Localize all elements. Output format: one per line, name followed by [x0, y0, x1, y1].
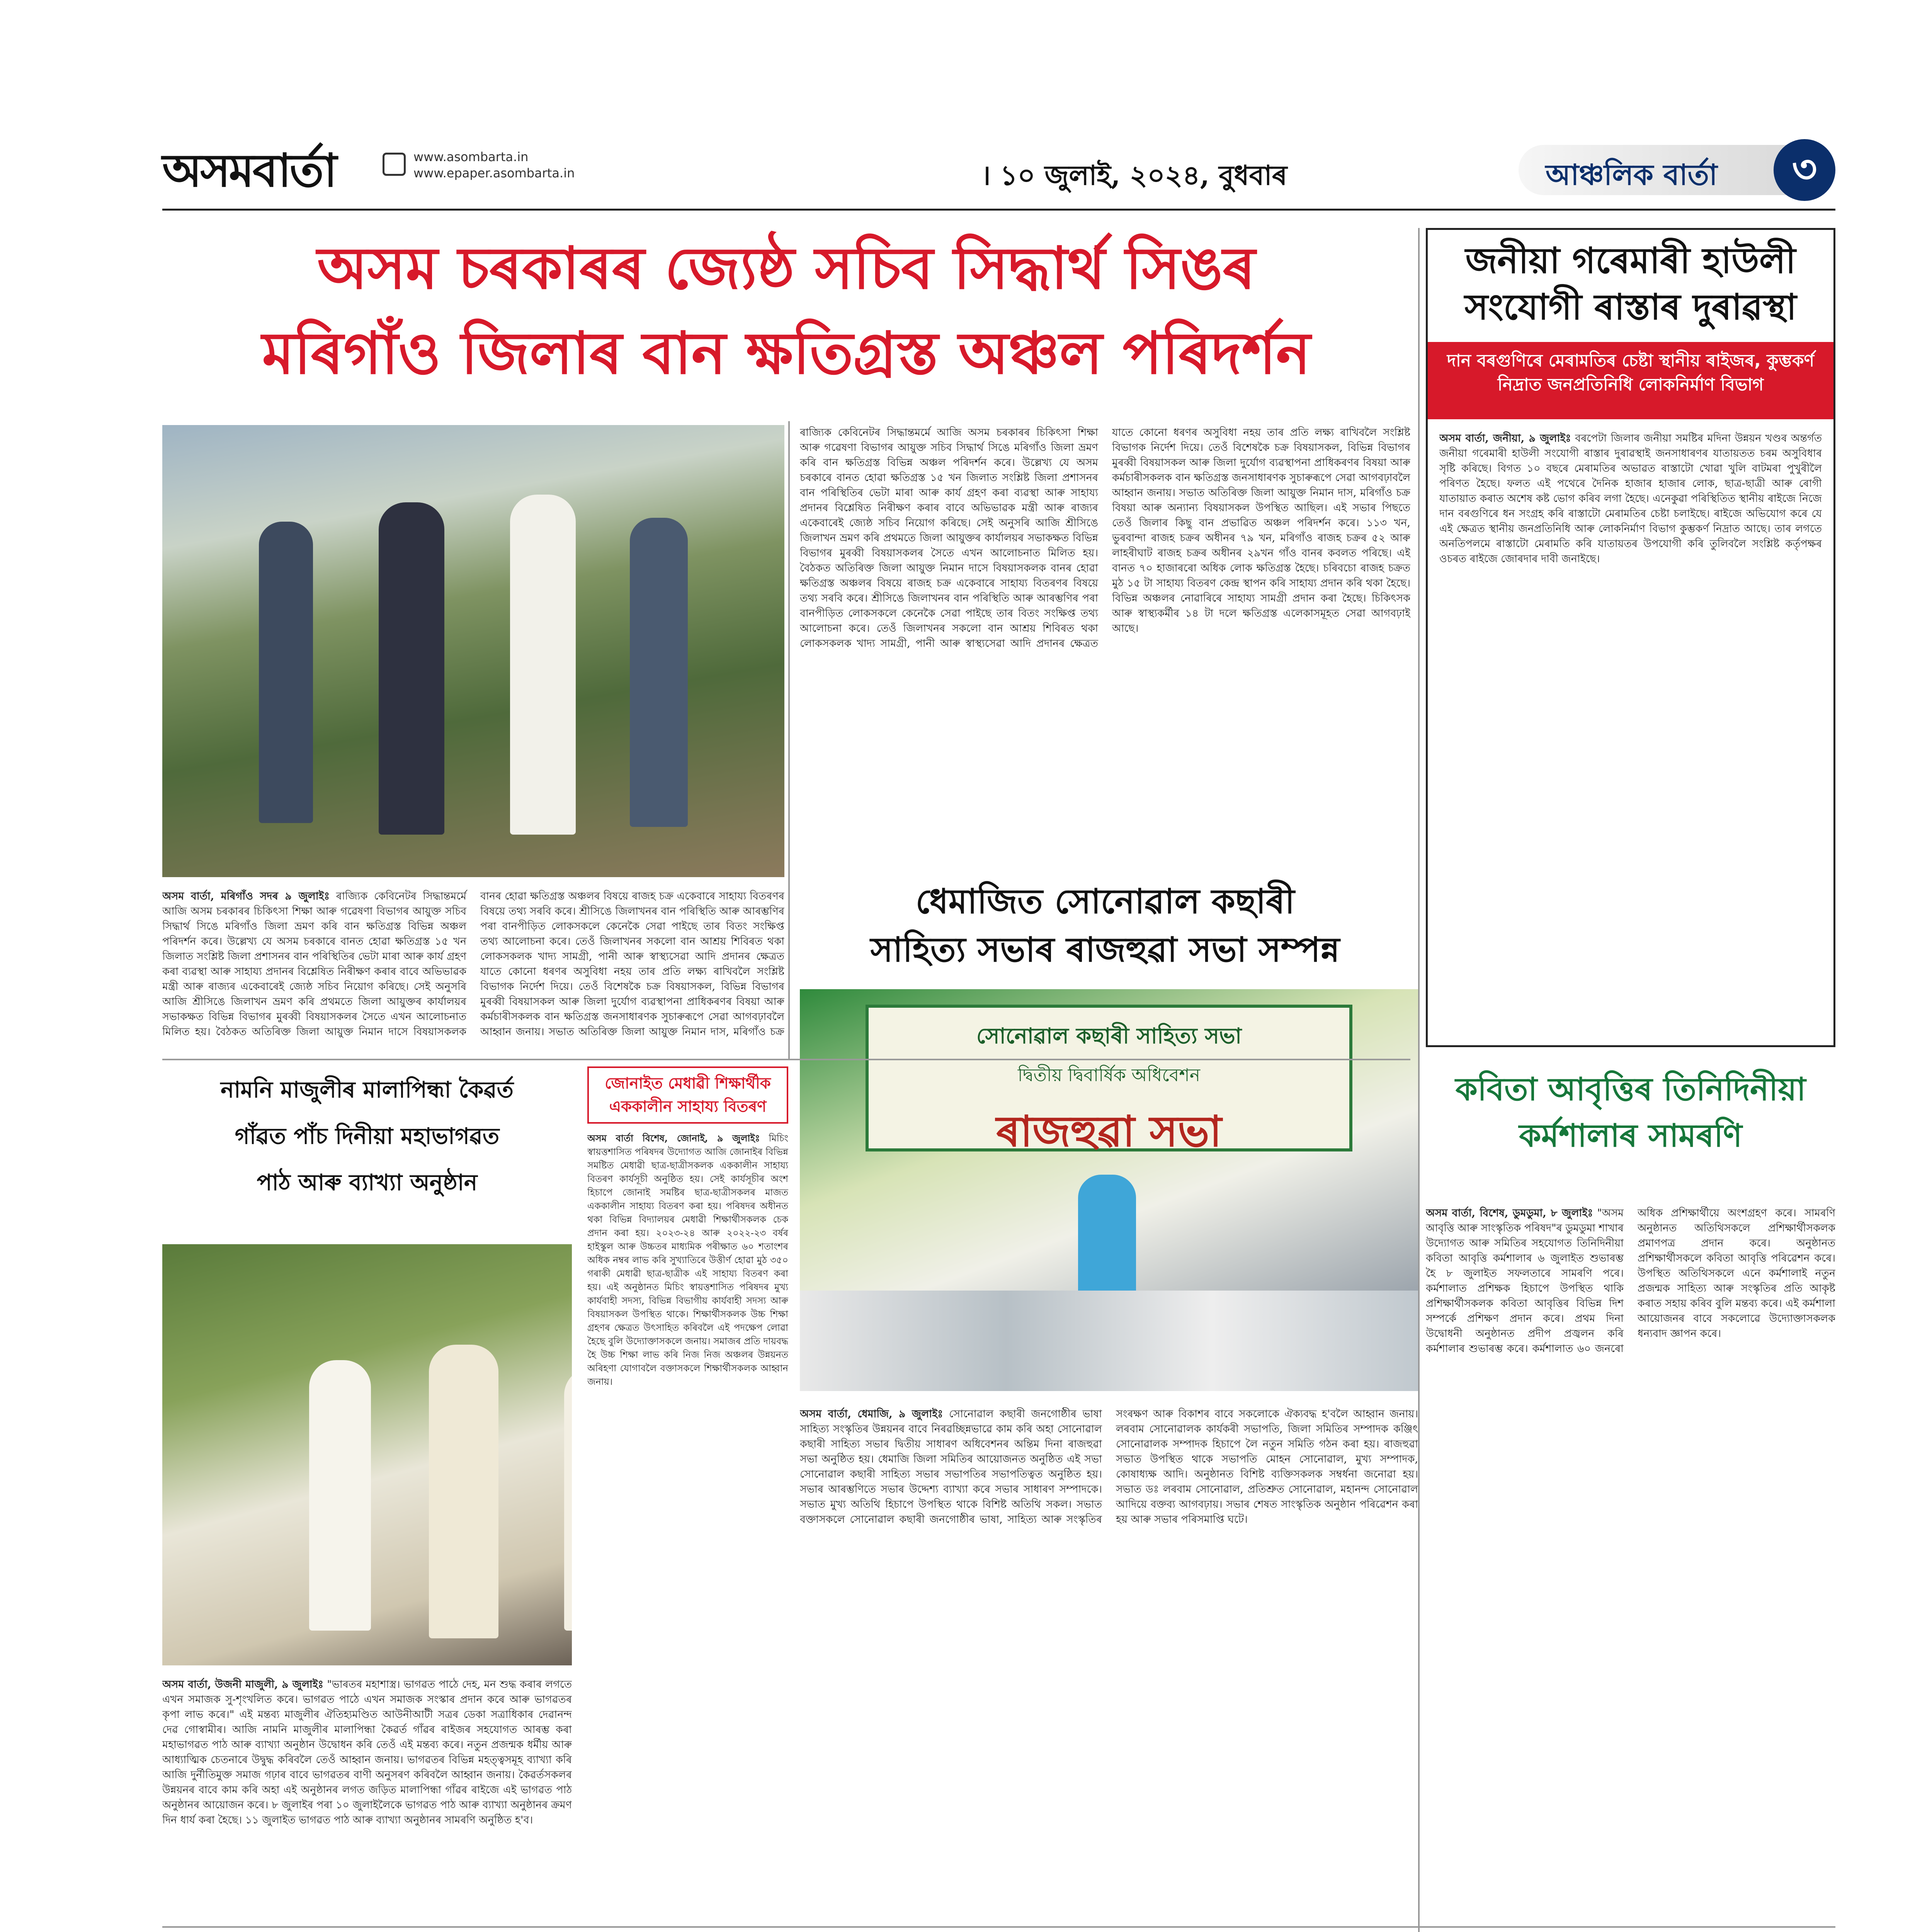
- jonai-headline-line2: এককালীন সাহায্য বিতৰণ: [609, 1098, 767, 1116]
- photo-audience-row: [800, 1291, 1418, 1391]
- dhemaji-banner-line1: সোনোৱাল কছাৰী সাহিত্য সভা: [976, 1024, 1242, 1049]
- kobita-headline-line2: কৰ্মশালাৰ সামৰণি: [1519, 1117, 1742, 1154]
- photo-figure: [379, 502, 444, 835]
- photo-figure: [309, 1360, 371, 1631]
- dhemaji-text-a: সোনোৱাল কছাৰী জনগোষ্ঠীৰ ভাষা সাহিত্য সংস্কৃতিৰ উন্নয়নৰ বাবে নিৰৱচ্ছিন্নভাৱে কাম কৰি অহা সোনোৱাল কছাৰী সাহিত্য সভাৰ দ্বিতীয় সাধাৰণ অধিবেশনৰ অন্তিম দিনা ৰাজহুৱা সভা অনুষ্ঠিত হয়। ধেমাজি জিলা সমিতিৰ আয়োজনত অনুষ্ঠিত এই সভা সোনোৱাল কছাৰী সাহিত্য সভাৰ সভাপতিৰ সভাপতিত্বত অনুষ্ঠিত হয়। সভাৰ আৰম্ভণিতে সভাৰ উদ্দেশ্য ব্যাখ্যা কৰে সভাৰ সাধাৰণ সম্পাদকে। সভাত মুখ্য অতিথি হিচাপে উপস্থিত থাকে বিশিষ্ট অতিথি সকল। সভাত বক্তাসকলে সোনোৱাল কছাৰী জনগোষ্ঠীৰ ভাষা, সাহিত্য আৰু সংস্কৃতিৰ সংৰক্ষণ আৰু বিকাশৰ বাবে সকলোকে ঐক্যবদ্ধ হ'বলৈ আহ্বান জনায়।: [800, 1408, 1418, 1526]
- main-headline-line2: মৰিগাঁও জিলাৰ বান ক্ষতিগ্ৰস্ত অঞ্চল পৰিদৰ্শন: [262, 320, 1311, 387]
- kobita-dateline: অসম বাৰ্তা, বিশেষ, ডুমডুমা, ৮ জুলাইঃ: [1426, 1207, 1593, 1219]
- section-title: আঞ্চলিক বাৰ্তা: [1546, 158, 1718, 192]
- jania-subhead: দান বৰগুণিৰে মেৰামতিৰ চেষ্টা স্থানীয় ৰাইজৰ, কুম্ভকৰ্ণ নিদ্ৰাত জনপ্ৰতিনিধি লোকনিৰ্মাণ বিভাগ: [1447, 351, 1815, 395]
- dhemaji-banner: [866, 1005, 1352, 1156]
- jonai-text: মিচিং স্বায়ত্তশাসিত পৰিষদৰ উদ্যোগত আজি জোনাইৰ বিভিন্ন সমষ্টিত মেধাৱী ছাত্ৰ-ছাত্ৰীসকলক এককালীন সাহায্য বিতৰণ কাৰ্যসূচী অনুষ্ঠিত হয়। সেই কাৰ্যসূচীৰ অংশ হিচাপে জোনাই সমষ্টিৰ ছাত্ৰ-ছাত্ৰীসকলৰ মাজত এককালীন সাহায্য বিতৰণ কৰা হয়। পৰিষদৰ অধীনত থকা বিভিন্ন বিদ্যালয়ৰ মেধাৱী শিক্ষাৰ্থীসকলক চেক প্ৰদান কৰা হয়। ২০২৩-২৪ আৰু ২০২২-২৩ বৰ্ষৰ হাইস্কুল আৰু উচ্চতৰ মাধ্যমিক পৰীক্ষাত ৬০ শতাংশৰ অধিক নম্বৰ লাভ কৰি সুখ্যাতিৰে উত্তীৰ্ণ হোৱা মুঠ ৩৫০ গৰাকী মেধাৱী ছাত্ৰ-ছাত্ৰীক এই সাহায্য বিতৰণ কৰা হয়। এই অনুষ্ঠানত মিচিং স্বায়ত্তশাসিত পৰিষদৰ মুখ্য কাৰ্যবাহী সদস্য, বিভিন্ন বিভাগীয় কাৰ্যবাহী সদস্য আৰু বিষয়াসকল উপস্থিত থাকে। শিক্ষাৰ্থীসকলক উচ্চ শিক্ষা গ্ৰহণৰ ক্ষেত্ৰত উৎসাহিত কৰিবলৈ এই পদক্ষেপ লোৱা হৈছে বুলি উদ্যোক্তাসকলে জনায়। সমাজৰ প্ৰতি দায়বদ্ধ হৈ উচ্চ শিক্ষা লাভ কৰি নিজ নিজ অঞ্চলৰ উন্নয়নত অৰিহণা যোগাবলৈ বক্তাসকলে শিক্ষাৰ্থীসকলক আহ্বান জনায়।: [587, 1133, 788, 1387]
- masthead: [0, 0, 1932, 216]
- photo-figure: [259, 522, 313, 823]
- barhampur-title: [587, 1928, 1410, 1932]
- namoni-body: [162, 1677, 572, 1920]
- divider: [1418, 228, 1420, 1932]
- main-headline-line1: অসম চৰকাৰৰ জ্যেষ্ঠ সচিব সিদ্ধাৰ্থ সিঙৰ: [317, 235, 1255, 302]
- jania-headline: জনীয়া গৰেমাৰী হাউলী সংযোগী ৰাস্তাৰ দুৰাৱস্থা: [1464, 240, 1797, 328]
- globe-icon: [383, 153, 406, 176]
- divider: [788, 421, 790, 1059]
- dhemaji-photo: [800, 989, 1418, 1391]
- barhampur-headline: [587, 1928, 1410, 1932]
- main-story-body-bottom: [162, 889, 784, 1051]
- dhemaji-banner-line3: ৰাজহুৱা সভা: [996, 1107, 1222, 1156]
- website-url[interactable]: www.asombarta.in: [413, 150, 529, 164]
- dhemaji-headline-line2: সাহিত্য সভাৰ ৰাজহুৱা সভা সম্পন্ন: [870, 930, 1340, 969]
- main-story-photo: [162, 425, 784, 877]
- main-story-dateline: অসম বাৰ্তা, মৰিগাঁও সদৰ ৯ জুলাইঃ: [162, 890, 330, 902]
- kobita-text: "অসম আবৃত্তি আৰু সাংস্কৃতিক পৰিষদ"ৰ ডুমডুমা শাখাৰ উদ্যোগত আৰু সমিতিৰ সহযোগত তিনিদিনীয়া কবিতা আবৃত্তি কৰ্মশালাৰ ৬ জুলাইত শুভাৰম্ভ হৈ ৮ জুলাইত সফলতাৰে সামৰণি পৰে। কৰ্মশালাত প্ৰশিক্ষক হিচাপে উপস্থিত থাকি প্ৰশিক্ষাৰ্থীসকলক কবিতা আবৃত্তিৰ বিভিন্ন দিশ সম্পৰ্কে প্ৰশিক্ষণ প্ৰদান কৰে। প্ৰথম দিনা উদ্বোধনী অনুষ্ঠানত প্ৰদীপ প্ৰজ্বলন কৰি কৰ্মশালাৰ শুভাৰম্ভ কৰে। কৰ্মশালাত ৬০ জনৰো অধিক প্ৰশিক্ষাৰ্থীয়ে অংশগ্ৰহণ কৰে। সামৰণি অনুষ্ঠানত অতিথিসকলে প্ৰশিক্ষাৰ্থীসকলক প্ৰমাণপত্ৰ প্ৰদান কৰে। অনুষ্ঠানত প্ৰশিক্ষাৰ্থীসকলে কবিতা আবৃত্তি পৰিৱেশন কৰে। উপস্থিত অতিথিসকলে এনে কৰ্মশালাই নতুন প্ৰজন্মক সাহিত্য আৰু সংস্কৃতিৰ প্ৰতি আকৃষ্ট কৰাত সহায় কৰিব বুলি মন্তব্য কৰে। এই কৰ্মশালা আয়োজনৰ বাবে সকলোৱে উদ্যোক্তাসকলক ধন্যবাদ জ্ঞাপন কৰে।: [1426, 1207, 1835, 1355]
- dhemaji-body: [800, 1406, 1418, 1920]
- main-story-headline: [162, 228, 1410, 413]
- dhemaji-headline-line1: ধেমাজিত সোনোৱাল কছাৰী: [915, 881, 1295, 921]
- masthead-logo: [162, 135, 379, 197]
- epaper-url[interactable]: www.epaper.asombarta.in: [413, 166, 575, 180]
- jonai-headline-box: [587, 1066, 788, 1124]
- kobita-headline: [1426, 1066, 1835, 1194]
- namoni-text: "ভাৰতৰ মহাশাস্ত্ৰ। ভাগৱত পাঠে দেহ, মন শুদ্ধ কৰাৰ লগতে এখন সমাজক সু-শৃংখলিত কৰে। ভাগৱত পাঠে এখন সমাজক সংস্কাৰ প্ৰদান কৰে আৰু ভাগৱতৰ কৃপা লাভ কৰে।" এই মন্তব্য মাজুলীৰ ঐতিহ্যমণ্ডিত আউনীআটী সত্ৰৰ ডেকা সত্ৰাধিকাৰ দেৱানন্দ দেৱ গোস্বামীৰ। আজি নামনি মাজুলীৰ মালাপিন্ধা কৈৱৰ্ত গাঁৱৰ ৰাইজৰ সহযোগত আৰম্ভ কৰা মহাভাগৱত পাঠ আৰু ব্যাখ্যা অনুষ্ঠান উদ্বোধন কৰি তেওঁ এই মন্তব্য কৰে। নতুন প্ৰজন্মক ধৰ্মীয় আৰু আধ্যাত্মিক চেতনাৰে উদ্বুদ্ধ কৰিবলৈ তেওঁ আহ্বান জনায়। ভাগৱতৰ বিভিন্ন মহত্ত্বসমূহ ব্যাখ্যা কৰি আজি দুৰ্নীতিমুক্ত সমাজ গঢ়াৰ বাবে ভাগৱতৰ বাণী অনুসৰণ কৰিবলৈ আহ্বান জনায়। কৈৱৰ্তসকলৰ উন্নয়নৰ বাবে কাম কৰি অহা এই অনুষ্ঠানৰ লগত জড়িত মালাপিন্ধা গাঁৱৰ ৰাইজে এই ভাগৱত পাঠ অনুষ্ঠানৰ আয়োজন কৰে। ৮ জুলাইৰ পৰা ১০ জুলাইলৈকে ভাগৱত পাঠ আৰু ব্যাখ্যা অনুষ্ঠানৰ ক্ৰমণ দিন ধাৰ্য কৰা হৈছে। ১১ জুলাইত ভাগৱত পাঠ আৰু ব্যাখ্যা অনুষ্ঠানৰ সামৰণি অনুষ্ঠিত হ'ব।: [162, 1679, 572, 1826]
- jania-dateline: অসম বাৰ্তা, জনীয়া, ৯ জুলাইঃ: [1439, 432, 1571, 444]
- page-number: ৩: [1792, 146, 1817, 192]
- kobita-headline-line1: কবিতা আবৃত্তিৰ তিনিদিনীয়া: [1455, 1071, 1806, 1108]
- masthead-divider: [162, 209, 1835, 211]
- main-story-text-b: ১১৩ খন, ভুৰবান্দা ৰাজহ চক্ৰৰ অধীনৰ ৭৯ খন, মৰিগাঁও ৰাজহ চক্ৰৰ ৫২ আৰু লাহৰীঘাট ৰাজহ চক্ৰৰ অধীনৰ ২৯খন গাঁও বানৰ কবলত পৰিছে। এই বানত ৭০ হাজাৰৰো অধিক লোক ক্ষতিগ্ৰস্ত হৈছে। চৰিবচো ৰাজহ চক্ৰত মুঠ ১৫ টা সাহায্য বিতৰণ কেন্দ্ৰ স্থাপন কৰি সাহায্য প্ৰদান কৰি থকা হৈছে। বিভিন্ন অঞ্চলৰ নোৱাৰিৰে সাহায্য সামগ্ৰী প্ৰদান কৰা হৈছে। চিকিৎসক আৰু স্বাস্থ্যকৰ্মীৰ ১৪ টা দলে ক্ষতিগ্ৰস্ত এলেকাসমূহত সেৱা আগবঢ়াই আছে।: [1112, 517, 1410, 634]
- namoni-headline-line3: পাঠ আৰু ব্যাখ্যা অনুষ্ঠান: [257, 1169, 478, 1196]
- photo-figure: [510, 495, 576, 835]
- kobita-body: [1426, 1206, 1835, 1920]
- namoni-photo: [162, 1244, 572, 1665]
- jonai-body: [587, 1131, 788, 1912]
- jania-subhead-bar: [1428, 342, 1833, 419]
- masthead-date: । ১০ জুলাই, ২০২৪, বুধবাৰ: [981, 159, 1287, 191]
- namoni-headline-line1: নামনি মাজুলীৰ মালাপিন্ধা কৈৱৰ্ত: [220, 1077, 514, 1103]
- jonai-headline-line1: জোনাইত মেধাৱী শিক্ষাৰ্থীক: [605, 1075, 771, 1092]
- divider: [162, 1926, 1835, 1928]
- photo-figure: [630, 518, 688, 827]
- logo-text: অসমবাৰ্তা: [162, 143, 336, 197]
- dhemaji-headline: [800, 877, 1410, 981]
- photo-figure: [429, 1345, 498, 1638]
- section-banner: [1519, 145, 1812, 195]
- dhemaji-text-b: লৰবাম সোনোৱালক কাৰ্যকৰী সভাপতি, জিলা সমিতিৰ সম্পাদক কঞ্জিৎ সোনোৱালক সম্পাদক হিচাপে লৈ নতুন সমিতি গঠন কৰা হয়। ৰাজহুৱা সভাত উপস্থিত থাকে সভাপতি মোহন সোনোৱাল, মুখ্য সম্পাদক, কোষাধ্যক্ষ আদি। অনুষ্ঠানত বিশিষ্ট ব্যক্তিসকলক সম্বৰ্ধনা জনোৱা হয়। সভাত ডঃ লৰবাম সোনোৱাল, প্ৰতিশ্ৰুত সোনোৱাল, মহানন্দ সোনোৱাল আদিয়ে বক্তব্য আগবঢ়ায়। সভাৰ শেষত সাংস্কৃতিক অনুষ্ঠান পৰিৱেশন কৰা হয় আৰু সভাৰ পৰিসমাপ্তি ঘটে।: [1116, 1423, 1418, 1526]
- dhemaji-banner-line2: দ্বিতীয় দ্বিবাৰ্ষিক অধিবেশন: [1017, 1065, 1201, 1085]
- jania-story-box: [1426, 228, 1835, 1047]
- main-story-text-a: ৰাজ্যিক কেবিনেটৰ সিদ্ধান্তমৰ্মে আজি অসম চৰকাৰৰ চিকিৎসা শিক্ষা আৰু গৱেষণা বিভাগৰ আয়ুক্ত সচিব সিদ্ধাৰ্থ সিঙে মৰিগাঁও জিলা ভ্ৰমণ কৰি বান ক্ষতিগ্ৰস্ত বিভিন্ন অঞ্চল পৰিদৰ্শন কৰে। উল্লেখ্য যে অসম চৰকাৰে বানত হোৱা ক্ষতিগ্ৰস্ত ১৫ খন জিলাত সংশ্লিষ্ট জিলা প্ৰশাসনৰ বান পৰিস্থিতিৰ ভেটা মাৰা আৰু কাৰ্য গ্ৰহণ কৰা ব্যৱস্থা আৰু সাহায্য প্ৰদানৰ বিশ্লেষিত নিৰীক্ষণ কৰাৰ বাবে অভিভাৱক মন্ত্ৰী আৰু ৰাজ্যৰ একেবাৰেই জ্যেষ্ঠ সচিব নিয়োগ কৰিছে। সেই অনুসৰি আজি শ্ৰীসিঙে জিলাখন ভ্ৰমণ কৰি প্ৰথমতে জিলা আয়ুক্তৰ কাৰ্যালয়ৰ সভাকক্ষত বিভিন্ন বিভাগৰ মুৰব্বী বিষয়াসকলৰ সৈতে এখন আলোচনাত মিলিত হয়। বৈঠকত অতিৰিক্ত জিলা আয়ুক্ত নিমান দাসে বিষয়াসকলক বানৰ হোৱা ক্ষতিগ্ৰস্ত অঞ্চলৰ বিষয়ে ৰাজহ চক্ৰ একেবাৰে সাহায্য বিতৰণৰ বিষয়ে তথ্য সৰবি কৰে। শ্ৰীসিঙে জিলাখনৰ বান পৰিস্থিতি আৰু আৰম্ভণিৰ পৰা বানপীড়িত লোকসকলে কেনেকৈ সেৱা পাইছে তাৰ বিতং সংক্ষিপ্ত তথ্য আলোচনা কৰে। তেওঁ জিলাখনৰ সকলো বান আশ্ৰয় শিবিৰত থকা লোকসকলক খাদ্য সামগ্ৰী, পানী আৰু স্বাস্থ্যসেৱা আদি প্ৰদানৰ ক্ষেত্ৰত যাতে কোনো ধৰণৰ অসুবিধা নহয় তাৰ প্ৰতি লক্ষ্য ৰাখিবলৈ সংশ্লিষ্ট বিভাগক নিৰ্দেশ দিয়ে। তেওঁ বিশেষকৈ চক্ৰ বিষয়াসকল, বিভিন্ন বিভাগৰ মুৰব্বী বিষয়াসকল আৰু জিলা দুৰ্যোগ ব্যৱস্থাপনা প্ৰাধিকৰণৰ বিষয়া আৰু কৰ্মচাৰীসকলক বান ক্ষতিগ্ৰস্ত জনসাধাৰণক সুচাৰুৰূপে সেৱা আগবঢ়াবলৈ আহ্বান জনায়। সভাত অতিৰিক্ত জিলা আয়ুক্ত নিমান দাস, মৰিগাঁও চক্ৰ বিষয়া আৰু অন্যান্য বিষয়াসকল উপস্থিত আছিল। এই সভাৰ পিছতে তেওঁ জিলাৰ কিছু বান প্ৰভাৱিত অঞ্চল পৰিদৰ্শন কৰে।: [800, 427, 1410, 650]
- namoni-headline-line2: গাঁৱত পাঁচ দিনীয়া মহাভাগৱত: [235, 1123, 500, 1149]
- dhemaji-dateline: অসম বাৰ্তা, ধেমাজি, ৯ জুলাইঃ: [800, 1408, 943, 1420]
- namoni-dateline: অসম বাৰ্তা, উজনী মাজুলী, ৯ জুলাইঃ: [162, 1679, 324, 1690]
- jania-text: বৰপেটা জিলাৰ জনীয়া সমষ্টিৰ মদিনা উন্নয়ন খণ্ডৰ অন্তৰ্গত জনীয়া গৰেমাৰী হাউলী সংযোগী ৰাস্তাৰ দুৰাৱস্থাই জনসাধাৰণৰ যাতায়তত চৰম অসুবিধাৰ সৃষ্টি কৰিছে। বিগত ১০ বছৰে মেৰামতিৰ অভাৱত ৰাস্তাটো খোৱা খুলি বাটমৰা পুখুৰীলৈ পৰিণত হৈছে। ফলত এই পথেৰে দৈনিক হাজাৰ হাজাৰ লোক, ছাত্ৰ-ছাত্ৰী আৰু ৰোগী যাতায়াত কৰাত অশেষ কষ্ট ভোগ কৰিব লগা হৈছে। এনেকুৱা পৰিস্থিতিত স্থানীয় ৰাইজে নিজে দান বৰগুণিৰে ধন সংগ্ৰহ কৰি ৰাস্তাটো মেৰামতিৰ চেষ্টা চলাইছে। ৰাইজে অভিযোগ কৰে যে এই ক্ষেত্ৰত স্থানীয় জনপ্ৰতিনিধি আৰু লোকনিৰ্মাণ বিভাগ কুম্ভকৰ্ণ নিদ্ৰাত আছে। তাৰ লগতে অনতিপলমে ৰাস্তাটো মেৰামতি কৰি যাতায়তৰ উপযোগী কৰি তুলিবলৈ সংশ্লিষ্ট কৰ্তৃপক্ষৰ ওচৰত ৰাইজে জোৰদাৰ দাবী জনাইছে।: [1439, 432, 1822, 565]
- photo-figure: [564, 1368, 572, 1631]
- divider: [162, 1059, 1410, 1060]
- namoni-headline: [162, 1066, 572, 1236]
- main-story-body: ৰাজ্যিক কেবিনেটৰ সিদ্ধান্তমৰ্মে আজি অসম চৰকাৰৰ চিকিৎসা শিক্ষা আৰু গৱেষণা বিভাগৰ আয়ুক্ত সচিব সিদ্ধাৰ্থ সিঙে মৰিগাঁও জিলা ভ্ৰমণ কৰি বান ক্ষতিগ্ৰস্ত বিভিন্ন অঞ্চল পৰিদৰ্শন কৰে। উল্লেখ্য যে অসম চৰকাৰে বানত হোৱা ক্ষতিগ্ৰস্ত ১৫ খন জিলাত সংশ্লিষ্ট জিলা প্ৰশাসনৰ বান পৰিস্থিতিৰ ভেটা মাৰা আৰু কাৰ্য গ্ৰহণ কৰা ব্যৱস্থা আৰু সাহায্য প্ৰদানৰ বিশ্লেষিত নিৰীক্ষণ কৰাৰ বাবে অভিভাৱক মন্ত্ৰী আৰু ৰাজ্যৰ একেবাৰেই জ্যেষ্ঠ সচিব নিয়োগ কৰিছে। সেই অনুসৰি আজি শ্ৰীসিঙে জিলাখন ভ্ৰমণ কৰি প্ৰথমতে জিলা আয়ুক্তৰ কাৰ্যালয়ৰ সভাকক্ষত বিভিন্ন বিভাগৰ মুৰব্বী বিষয়াসকলৰ সৈতে এখন আলোচনাত মিলিত হয়। বৈঠকত অতিৰিক্ত জিলা আয়ুক্ত নিমান দাসে বিষয়াসকলক বানৰ হোৱা ক্ষতিগ্ৰস্ত অঞ্চলৰ বিষয়ে ৰাজহ চক্ৰ একেবাৰে সাহায্য বিতৰণৰ বিষয়ে তথ্য সৰবি কৰে। শ্ৰীসিঙে জিলাখনৰ বান পৰিস্থিতি আৰু আৰম্ভণিৰ পৰা বানপীড়িত লোকসকলে কেনেকৈ সেৱা পাইছে তাৰ বিতং সংক্ষিপ্ত তথ্য আলোচনা কৰে। তেওঁ জিলাখনৰ সকলো বান আশ্ৰয় শিবিৰত থকা লোকসকলক খাদ্য সামগ্ৰী, পানী আৰু স্বাস্থ্যসেৱা আদি প্ৰদানৰ ক্ষেত্ৰত যাতে কোনো ধৰণৰ অসুবিধা নহয় তাৰ প্ৰতি লক্ষ্য ৰাখিবলৈ সংশ্লিষ্ট বিভাগক নিৰ্দেশ দিয়ে। তেওঁ বিশেষকৈ চক্ৰ বিষয়াসকল, বিভিন্ন বিভাগৰ মুৰব্বী বিষয়াসকল আৰু জিলা দুৰ্যোগ ব্যৱস্থাপনা প্ৰাধিকৰণৰ বিষয়া আৰু কৰ্মচাৰীসকলক বান ক্ষতিগ্ৰস্ত জনসাধাৰণক সুচাৰুৰূপে সেৱা আগবঢ়াবলৈ আহ্বান জনায়। সভাত অতিৰিক্ত জিলা আয়ুক্ত নিমান দাস, মৰিগাঁও চক্ৰ: [162, 890, 784, 1038]
- page-number-badge: [1774, 139, 1835, 201]
- jania-body: [1439, 431, 1822, 1037]
- masthead-urls[interactable]: [413, 149, 614, 187]
- jonai-dateline: অসম বাৰ্তা বিশেষ, জোনাই, ৯ জুলাইঃ: [587, 1133, 760, 1144]
- jonai-story-visible: [587, 1066, 788, 1920]
- main-story-body-right: [800, 425, 1410, 877]
